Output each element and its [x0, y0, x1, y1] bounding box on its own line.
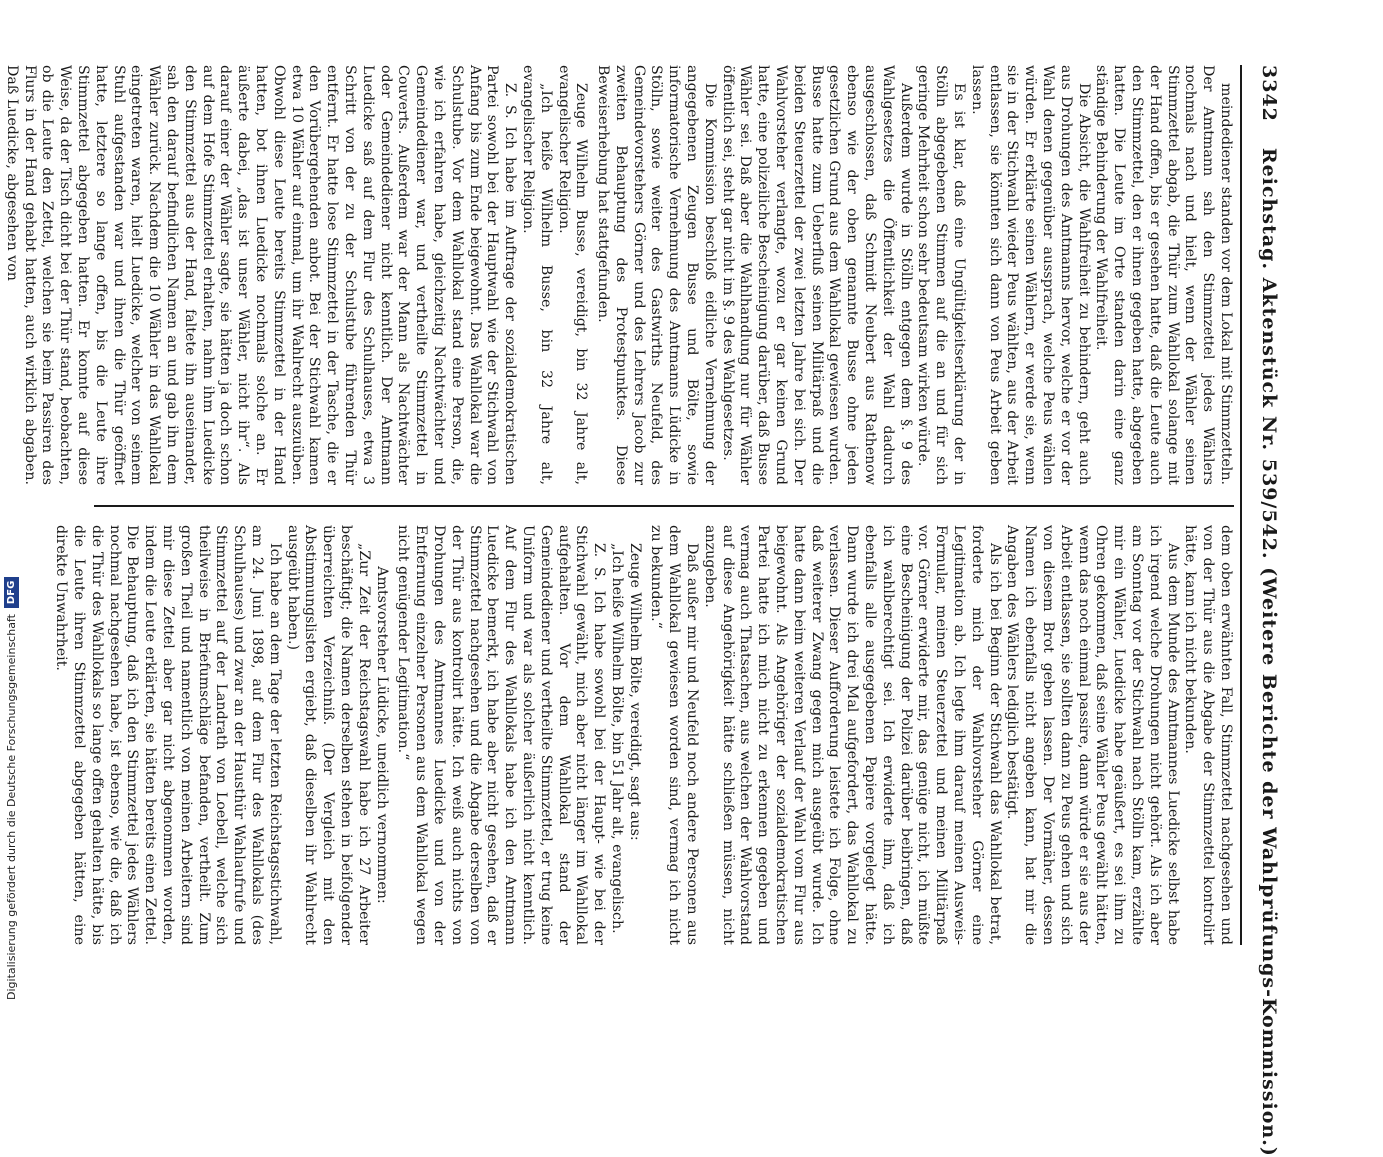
witness-heading: Zeuge Wilhelm Busse, vereidigt, bin 32 Jahre alt, evangelischer Religion.: [555, 65, 590, 485]
paragraph: Die Kommission beschloß eidliche Vernehmung der angegebenen Zeugen Busse und Bölte, sowie informatorische Vernehmung des Amtmanns Lüdicke in Stölln, sowie weiter des Gastwirths Neufeld, des Gemeindevorstehers Görner und des Lehrers Jacob zur zweiten Behauptung des Protestpunktes. Diese Beweiserhebung hat stattgefunden.: [595, 65, 718, 485]
paragraph: Ich habe an dem Tage der letzten Reichstagsstichwahl, am 24. Juni 1898, auf dem Flur des Wahllokals (des Schulhauses) und zwar an der Hausthür Wahlaufrufe und Stimmzettel auf der Landrath von Loebell, welche sich theilweise in Briefumschläge befanden, vertheilt. Zum großen Theil und namentlich von meinen Arbeitern sind mir diese Zettel aber gar nicht abgenommen worden, indem die Leute erklärten, sie hätten bereits einen Zettel. Die Behauptung, daß ich den Stimmzettel jedes Wählers nochmal nachgesehen habe, ist ebenso, wie die, daß ich die Thür des Wahllokals so lange offen gehalten hätte, bis die Leute ihren Stimmzettel abgegeben hätten, eine direkte Unwahrheit.: [53, 525, 283, 945]
paragraph: Z. S. Ich habe im Auftrage der sozialdemokratischen Partei sowohl bei der Hauptwahl wie der Stichwahl von Anfang bis zum Ende beigewohnt. Das Wahllokal war die Schulstube. Vor dem Wahllokal stand eine Person, die, wie ich erfahren habe, gleichzeitig Nachtwächter und Gemeindediener war, und vertheilte Stimmzettel in Couverts. Außerdem war der Mann als Nachtwächter oder Gemeindediener nicht kenntlich. Der Amtmann Luedicke saß auf dem Flur des Schulhauses, etwa 3 Schritt von der zu der Schulstube führenden Thür entfernt. Er hatte lose Stimmzettel in der Tasche, die er den Vorübergehenden anbot. Bei der Stichwahl kamen etwa 10 Wähler auf einmal, um ihr Wahlrecht auszuüben. Obwohl diese Leute bereits Stimmzettel in der Hand hatten, bot ihnen Luedicke nochmals solche an. Er äußerte dabei, „das ist unser Wähler, nicht ihr“. Als darauf einer der Wähler sagte, sie hätten ja doch schon auf dem Hofe Stimmzettel erhalten, nahm ihm Luedicke den Stimmzettel aus der Hand, faltete ihn auseinander, sah den darauf befindlichen Namen an und gab ihn dem Wähler zurück. Nachdem die 10 Wähler in das Wahllokal eingetreten waren, hielt Luedicke, welcher von seinem Stuhl aufgestanden war und ihnen die Thür geöffnet hatte, letztere so lange offen, bis die Leute ihre Stimmzettel abgegeben hatten. Er konnte auf diese Weise, da der Tisch dicht bei der Thür stand, beobachten, ob die Leute den Zettel, welchen sie beim Passiren des Flurs in der Hand gehabt hatten, auch wirklich abgaben. Daß Luedicke, abgesehen von: [3, 65, 519, 485]
paragraph: Z. S. Ich habe sowohl bei der Haupt- wie bei der Stichwahl gewählt, mich aber nicht länger im Wahllokal aufgehalten. Vor dem Wahllokal stand der Gemeindediener und vertheilte Stimmzettel, er trug keine Uniform und war als solcher äußerlich nicht kenntlich. Auf dem Flur des Wahllokals habe ich den Amtmann Luedicke bemerkt, ich habe aber nicht gesehen, daß er Stimmzettel nachgesehen und die Abgabe derselben von der Thür aus kontrolirt hätte. Ich weiß auch nichts von Drohungen des Amtmannes Luedicke und von der Entfernung einzelner Personen aus dem Wahllokal wegen nicht genügender Legitimation.“: [395, 525, 608, 945]
witness-heading: Amtsvorsteher Lüdicke, uneidlich vernommen:: [373, 566, 390, 904]
digitization-text: Digitalisierung gefördert durch die Deutsche Forschungsgemeinschaft: [5, 614, 18, 1000]
paragraph: Die Absicht, die Wahlfreiheit zu behindern, geht auch aus Drohungen des Amtmanns hervor, welche er vor der Wahl denen gegenüber aussprach, welche Peus wählen würden. Er erklärte seinen Wählern, er werde sie, wenn sie in der Stichwahl wieder Peus wählten, aus der Arbeit entlassen, sie könnten sich dann von Peus Arbeit geben lassen.: [968, 65, 1092, 485]
left-column: [3, 65, 1234, 485]
paragraph: „Ich heiße Wilhelm Bölte, bin 51 Jahr alt, evangelisch.: [608, 543, 625, 934]
header-rule: [1240, 65, 1242, 945]
paragraph: Daß außer mir und Neufeld noch andere Personen aus dem Wahllokal gewiesen worden sind, vermag ich nicht zu bekunden.“: [648, 525, 701, 945]
page-number: 3342: [1258, 65, 1280, 122]
dfg-logo: DFG: [4, 577, 19, 608]
paragraph: meindediener standen vor dem Lokal mit Stimmzetteln. Der Amtmann sah den Stimmzettel jedes Wählers nochmals nach und hielt, wenn der Wähler seinen Stimmzettel abgab, die Thür zum Wahllokal solange mit der Hand offen, bis er gesehen hatte, daß die Leute auch den Stimmzettel, den er ihnen gegeben hatte, abgegeben hatten. Die Leute im Orte standen darin eine ganz ständige Behinderung der Wahlfreiheit.: [1093, 65, 1234, 485]
paragraph: Außerdem wurde in Stölln entgegen dem §. 9 des Wahlgesetzes die Öffentlichkeit der Wahl dadurch ausgeschlossen, daß Schmidt Neubert aus Rathenow ebenso wie der oben genannte Busse ohne jeden gesetzlichen Grund aus dem Wahllokal gewiesen wurden. Busse hatte zum Ueberfluß seinen Militärpaß und die beiden Steuerzettel der zwei letzten Jahre bei sich. Der Wahlvorsteher verlangte, wozu er gar keinen Grund hatte, eine polizeiliche Bescheinigung darüber, daß Busse Wähler sei. Daß aber die Wahlhandlung nur für Wähler öffentlich sei, steht gar nicht im §. 9 des Wahlgesetzes.: [719, 65, 914, 485]
digitization-note: [4, 577, 19, 1000]
paragraph: „Ich heiße Wilhelm Busse, bin 32 Jahre alt, evangelischer Religion.: [519, 65, 554, 485]
paragraph: Es ist klar, daß eine Ungültigkeitserklärung der in Stölln abgegebenen Stimmen auf die an und für sich geringe Mehrheit schon sehr bedeutsam wirken würde.: [915, 65, 968, 485]
paragraph: „Zur Zeit der Reichstagswahl habe ich 27 Arbeiter beschäftigt; die Namen derselben stehen in beifolgender überreichten Verzeichniß. (Der Vergleich mit den Abstimmungslisten ergiebt, daß dieselben ihr Wahlrecht ausgeübt haben.): [284, 525, 372, 945]
page-header: [1246, 65, 1280, 1157]
paragraph: dem oben erwähnten Fall, Stimmzettel nachgesehen und von der Thür aus die Abgabe der Stimmzettel kontrolirt hätte, kann ich nicht bekunden.: [1182, 525, 1234, 945]
right-column: [53, 525, 1234, 945]
paragraph: Als ich bei Beginn der Stichwahl das Wahllokal betrat, forderte mich der Wahlvorsteher Görner eine Legitimation ab. Ich legte ihm darauf meinen Ausweis-Formular, meinen Steuerzettel und meinen Militärpaß vor. Görner erwiderte mir, das genüge nicht, ich müßte eine Bescheinigung der Polizei darüber beibringen, daß ich wahlberechtigt sei. Ich erwiderte ihm, daß ich ebenfalls alle ausgegebenen Papiere vorgelegt hätte. Dann wurde ich drei Mal aufgefordert, das Wahllokal zu verlassen. Dieser Aufforderung leistete ich Folge, ohne daß weiterer Zwang gegen mich ausgeübt wurde. Ich hatte dann beim weiteren Verlauf der Wahl vom Flur aus beigewohnt. Als Angehöriger der sozialdemokratischen Partei hatte ich mich nicht zu erkennen gegeben und vermag auch Thatsachen, aus welchen der Wahlvorstand auf diese Angehörigkeit hätte schließen müssen, nicht anzugeben.: [701, 525, 1003, 945]
witness-heading: Zeuge Wilhelm Bölte, vereidigt, sagt aus:: [626, 543, 643, 841]
paragraph: Aus dem Munde des Amtmannes Luedicke selbst habe ich irgend welche Drohungen nicht gehört. Als ich aber am Sonntag vor der Stichwahl nach Stölln kam, erzählte mir ein Wähler, Luedicke habe geäußert, es sei ihm zu Ohren gekommen, daß seine Wähler Peus gewählt hätten, wenn das noch einmal passire, dann würde er sie aus der Arbeit entlassen, sie sollten dann zu Peus gehen und sich von diesem Brot geben lassen. Der Vormäher, dessen Namen ich ebenfalls nicht angeben kann, hat mir die Angaben des Wählers lediglich bestätigt.: [1004, 525, 1181, 945]
running-title: Reichstag. Aktenstück Nr. 539/542. (Weitere Berichte der Wahlprüfungs-Kommission.): [1258, 147, 1280, 1157]
column-divider: [94, 505, 1234, 507]
